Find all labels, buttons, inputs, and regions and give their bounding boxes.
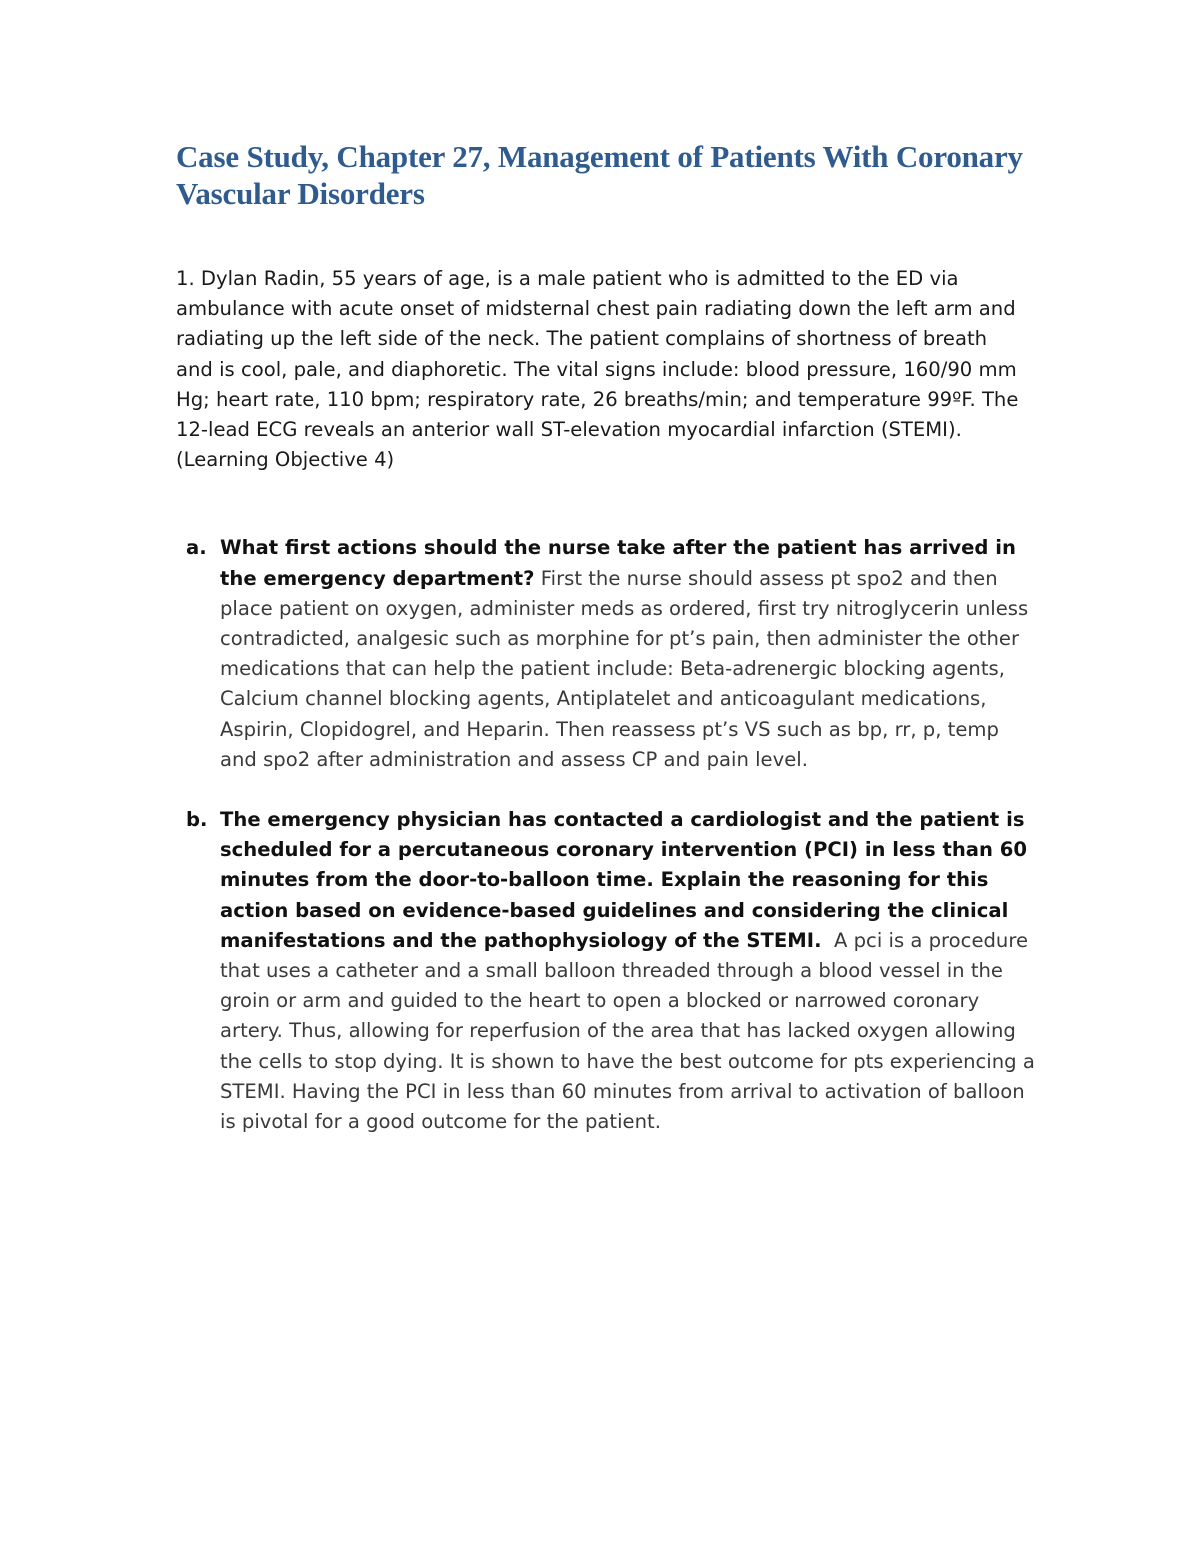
document-page [176,138,1042,1137]
case-description: 1. Dylan Radin, 55 years of age, is a male patient who is admitted to the ED via ambulance with acute onset of midsternal chest pain radiating down the left arm and radiating up the left side of the neck. The patient complains of shortness of breath and is cool, pale, and diaphoretic. The vital signs include: blood pressure, 160/90 mm Hg; heart rate, 110 bpm; respiratory rate, 26 breaths/min; and temperature 99ºF. The 12-lead ECG reveals an anterior wall ST-elevation myocardial infarction (STEMI). (Learning Objective 4) [176,267,1019,472]
list-marker: b. [186,808,208,832]
question-item-a [176,533,1040,775]
question-text: What first actions should the nurse take after the patient has arrived in the emergency department? [220,536,1016,590]
list-marker: a. [186,536,207,560]
document-title: Case Study, Chapter 27, Management of Patients With Coronary Vascular Disorders [176,139,1023,211]
answer-text: First the nurse should assess pt spo2 and then place patient on oxygen, administer meds as ordered, first try nitroglycerin unless contradicted, analgesic such as morphine for pt’s pain, then administer the other medications that can help the patient include: Beta-adrenergic blocking agents, Calcium channel blocking agents, Antiplatelet and anticoagulant medications, Aspirin, Clopidogrel, and Heparin. Then reassess pt’s VS such as bp, rr, p, temp and spo2 after administration and assess CP and pain level. [220,566,1029,771]
question-text: The emergency physician has contacted a cardiologist and the patient is scheduled for a percutaneous coronary intervention (PCI) in less than 60 minutes from the door-to-balloon time. Explain the reasoning for this action based on evidence-based guidelines and considering the clinical manifestations and the pathophysiology of the STEMI. [220,808,1028,952]
question-item-b [176,805,1040,1137]
answer-text: A pci is a procedure that uses a catheter and a small balloon threaded through a blood vessel in the groin or arm and guided to the heart to open a blocked or narrowed coronary artery. Thus, allowing for reperfusion of the area that has lacked oxygen allowing the cells to stop dying. It is shown to have the best outcome for pts experiencing a STEMI. Having the PCI in less than 60 minutes from arrival to activation of balloon is pivotal for a good outcome for the patient. [220,928,1042,1134]
question-list [176,533,1042,1137]
